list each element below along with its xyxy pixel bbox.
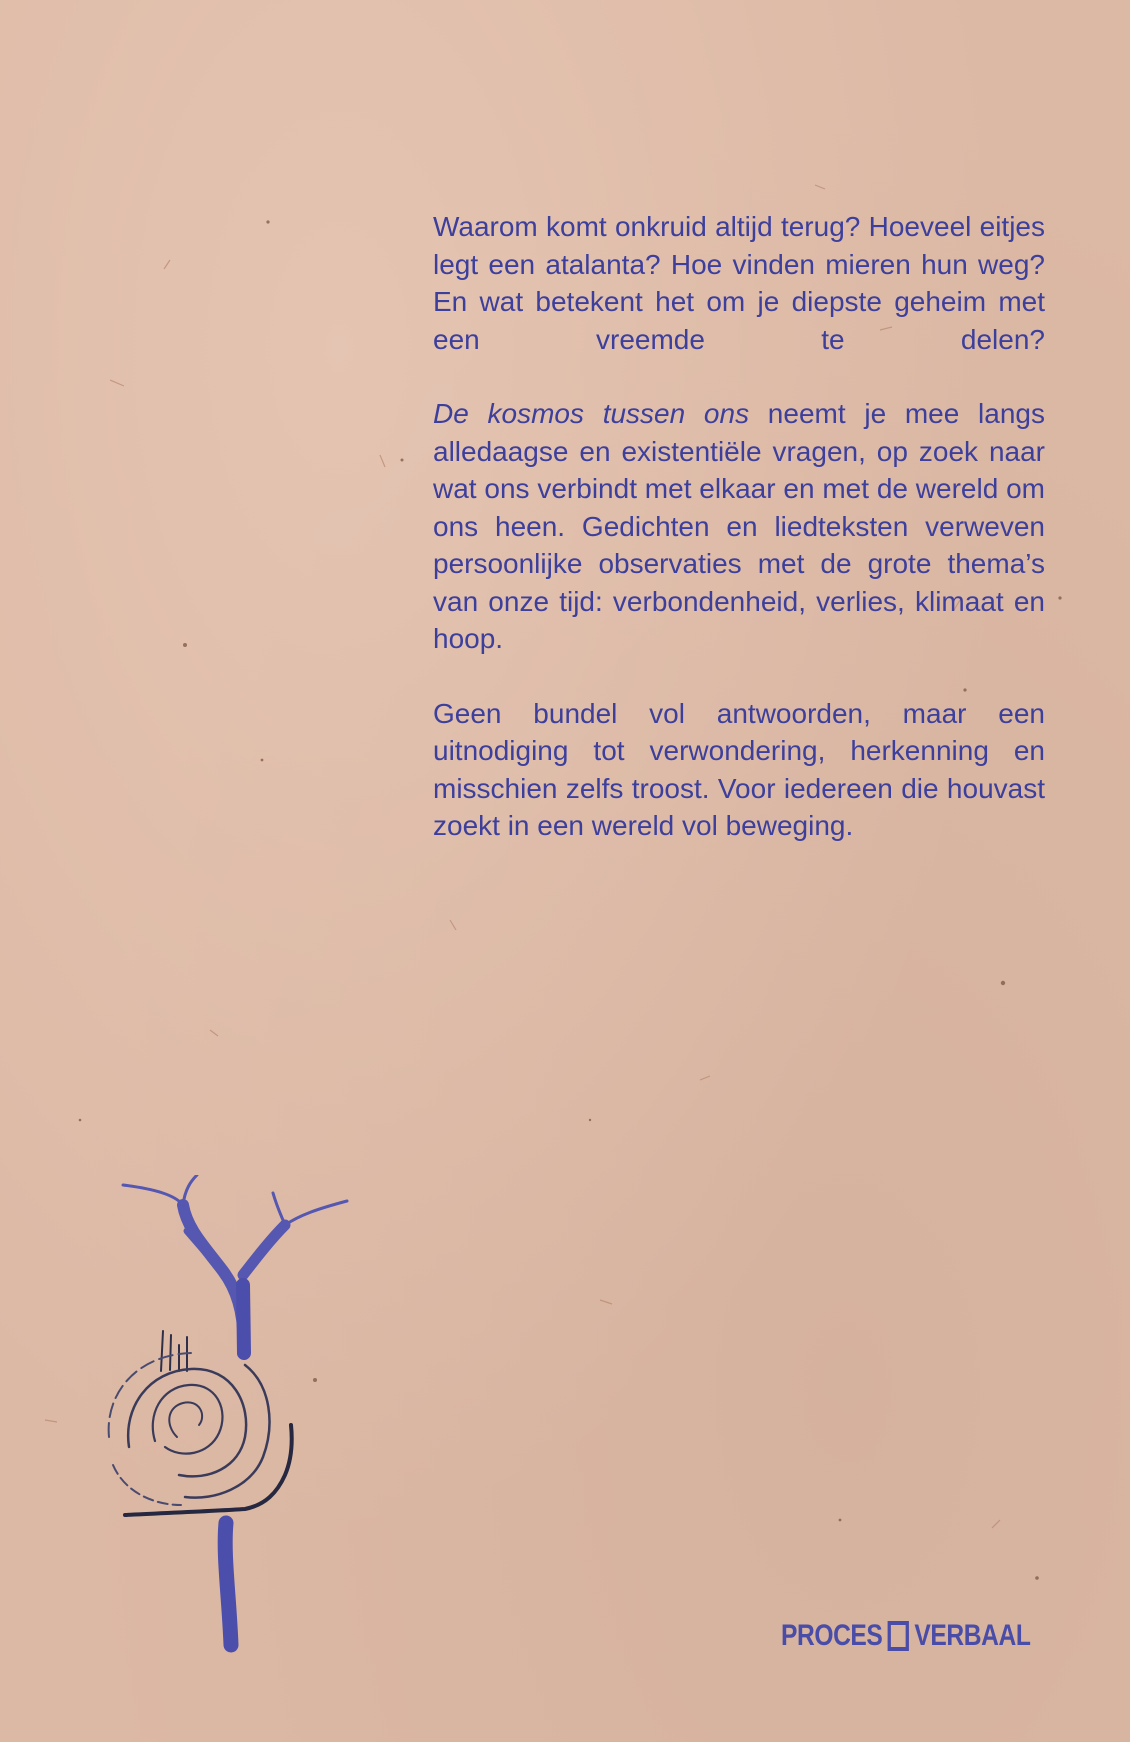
publisher-logo-left: PROCES [781, 1619, 883, 1652]
blurb-paragraph-3: Geen bundel vol antwoorden, maar een uitnodiging tot verwondering, herkenning en misschien zelfs troost. Voor iedereen die houvast zoekt in een wereld vol beweging. [433, 697, 1045, 841]
blurb-paragraph-2-text: neemt je mee langs alledaagse en existentiële vragen, op zoek naar wat ons verbindt met elkaar en met de wereld om ons heen. Gedichten en liedteksten verweven persoonlijke observaties met de grote thema’s van onze tijd: verbondenheid, verlies, klimaat en hoop. [433, 398, 1045, 654]
blurb-paragraph-1: Waarom komt onkruid altijd terug? Hoeveel eitjes legt een atalanta? Hoe vinden mieren hun weg? En wat betekent het om je diepste geheim met een vreemde te delen? [433, 211, 1045, 355]
blurb-paragraph-2 [433, 395, 1045, 658]
publisher-logo-right: VERBAAL [914, 1619, 1031, 1652]
back-cover-blurb [433, 208, 1045, 882]
tree-and-spiral-ink-drawing-icon [95, 1175, 365, 1660]
logo-square-icon [887, 1621, 908, 1651]
book-title: De kosmos tussen ons [433, 398, 750, 429]
publisher-logo [781, 1616, 1030, 1656]
